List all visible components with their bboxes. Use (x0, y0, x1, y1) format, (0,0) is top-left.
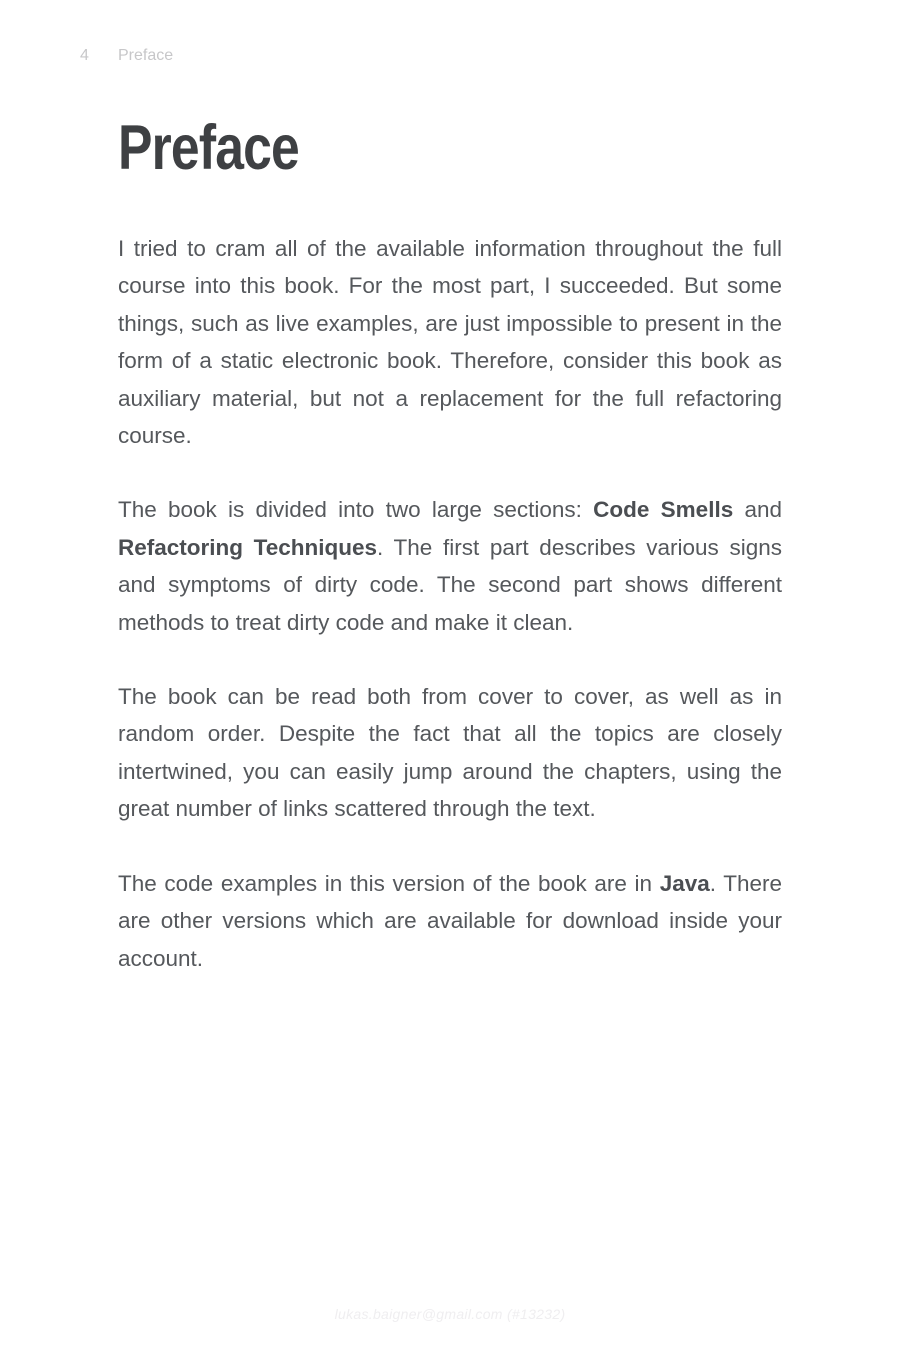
paragraph (118, 230, 782, 454)
text-segment: I tried to cram all of the available information throughout the full course into this book. For the most part, I succeeded. But some things, such as live examples, are just impossible to present in the form of a static electronic book. Therefore, consider this book as auxiliary material, but not a replacement for the full refactoring course. (118, 236, 782, 449)
header-page-number: 4 (80, 47, 89, 64)
paragraph (118, 491, 782, 641)
body-text (118, 230, 782, 1014)
running-header (80, 48, 173, 64)
page-title: Preface (118, 113, 299, 183)
paragraph (118, 678, 782, 828)
text-segment: The code examples in this version of the book are in (118, 870, 660, 896)
text-segment: . The first part describes various signs and symptoms of dirty code. The second part shows different methods to treat dirty code and make it clean. (118, 534, 782, 635)
paragraph (118, 865, 782, 977)
text-segment: and (733, 497, 783, 523)
bold-text: Java (659, 870, 710, 896)
text-segment: . There are other versions which are available for download inside your account. (118, 870, 782, 971)
watermark-text: lukas.baigner@gmail.com (#13232) (334, 1306, 566, 1322)
bold-text: Refactoring Techniques (118, 534, 378, 560)
bold-text: Code Smells (593, 497, 734, 523)
text-segment: The book can be read both from cover to cover, as well as in random order. Despite the fact that all the topics are closely intertwined, you can easily jump around the chapters, using the great number of links scattered through the text. (118, 684, 782, 822)
header-section-title: Preface (118, 47, 174, 64)
text-segment: The book is divided into two large sections: (118, 497, 594, 523)
